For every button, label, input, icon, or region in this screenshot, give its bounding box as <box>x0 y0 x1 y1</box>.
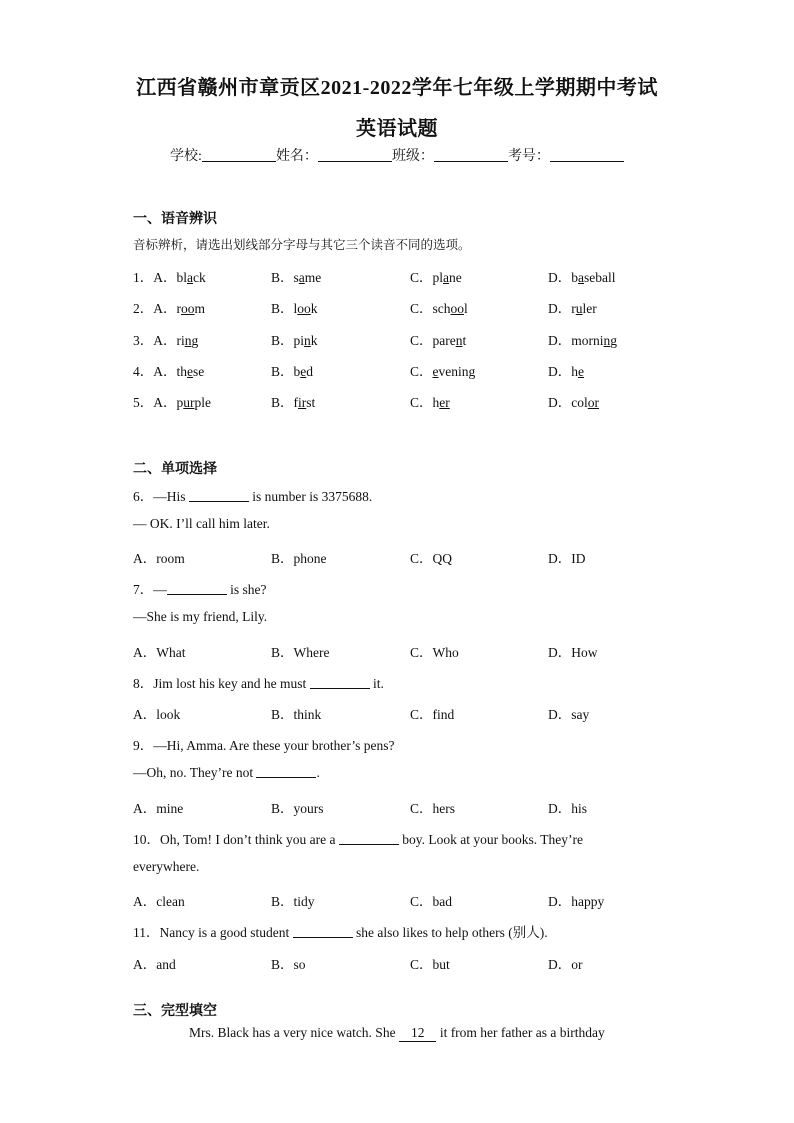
q9-option-d[interactable]: D．his <box>548 801 588 816</box>
q9-option-c[interactable]: C．hers <box>410 801 455 816</box>
phonetics-q2-option-c[interactable]: C．school <box>410 301 468 316</box>
q8-option-c[interactable]: C．find <box>410 707 455 722</box>
phonetics-q5-option-d[interactable]: D．color <box>548 395 599 410</box>
phonetics-q3-option-d[interactable]: D．morning <box>548 333 617 348</box>
q7-option-b[interactable]: B．Where <box>271 645 330 660</box>
q11-option-d[interactable]: D．or <box>548 957 583 972</box>
question-10-cont: everywhere. <box>133 859 200 874</box>
phonetics-q4-option-d[interactable]: D．he <box>548 364 584 379</box>
q6-option-b[interactable]: B．phone <box>271 551 327 566</box>
q8-option-a[interactable]: A．look <box>133 707 181 722</box>
section-3-title: 三、完型填空 <box>133 1003 217 1019</box>
phonetics-q1-option-b[interactable]: B．same <box>271 270 322 285</box>
class-blank <box>434 147 508 162</box>
section-1-title: 一、语音辨识 <box>133 211 217 227</box>
q7-option-c[interactable]: C．Who <box>410 645 459 660</box>
question-6-reply: — OK. I’ll call him later. <box>133 516 270 531</box>
phonetics-q4-option-b[interactable]: B．bed <box>271 364 314 379</box>
phonetics-q2-option-d[interactable]: D．ruler <box>548 301 597 316</box>
question-9: 9．—Hi, Amma. Are these your brother’s pens? <box>133 738 395 753</box>
number-label: 考号： <box>507 149 550 164</box>
phonetics-q5-option-b[interactable]: B．first <box>271 395 316 410</box>
class-label: 班级： <box>391 149 434 164</box>
q8-option-b[interactable]: B．think <box>271 707 322 722</box>
phonetics-q3-option-a[interactable]: 3．A．ring <box>133 333 199 348</box>
number-blank <box>550 147 624 162</box>
phonetics-q1-option-a[interactable]: 1．A．black <box>133 270 206 285</box>
phonetics-q2-option-a[interactable]: 2．A．room <box>133 301 206 316</box>
q8-option-d[interactable]: D．say <box>548 707 590 722</box>
question-9-reply: —Oh, no. They’re not . <box>133 765 320 780</box>
school-label: 学校: <box>170 149 202 164</box>
student-info-row <box>0 145 794 165</box>
question-10: 10．Oh, Tom! I don’t think you are a boy. Look at your books. They’re <box>133 832 583 847</box>
phonetics-q1-option-d[interactable]: D．baseball <box>548 270 616 285</box>
school-blank <box>202 147 276 162</box>
q11-option-b[interactable]: B．so <box>271 957 306 972</box>
exam-title-line1: 江西省赣州市章贡区2021-2022学年七年级上学期期中考试 <box>136 77 658 99</box>
q9-option-b[interactable]: B．yours <box>271 801 324 816</box>
q6-option-c[interactable]: C．QQ <box>410 551 453 566</box>
name-label: 姓名： <box>275 149 318 164</box>
question-6: 6．—His is number is 3375688. <box>133 489 373 504</box>
question-7-reply: —She is my friend, Lily. <box>133 609 268 624</box>
cloze-passage-line1: Mrs. Black has a very nice watch. She 12 it from her father as a birthday <box>189 1025 605 1040</box>
phonetics-q5-option-c[interactable]: C．her <box>410 395 450 410</box>
q11-option-c[interactable]: C．but <box>410 957 450 972</box>
question-7: 7．— is she? <box>133 582 267 597</box>
question-11: 11．Nancy is a good student she also likes to help others (别人). <box>133 925 548 940</box>
q9-option-a[interactable]: A．mine <box>133 801 184 816</box>
name-blank <box>318 147 392 162</box>
q7-option-d[interactable]: D．How <box>548 645 598 660</box>
phonetics-q4-option-a[interactable]: 4．A．these <box>133 364 205 379</box>
section-2-title: 二、单项选择 <box>133 461 217 477</box>
phonetics-q3-option-c[interactable]: C．parent <box>410 333 467 348</box>
q6-option-a[interactable]: A．room <box>133 551 185 566</box>
phonetics-q4-option-c[interactable]: C．evening <box>410 364 476 379</box>
exam-title-line2: 英语试题 <box>356 118 438 140</box>
phonetics-q1-option-c[interactable]: C．plane <box>410 270 462 285</box>
q10-option-b[interactable]: B．tidy <box>271 894 315 909</box>
cloze-blank-12: 12 <box>399 1025 437 1042</box>
q10-option-c[interactable]: C．bad <box>410 894 452 909</box>
phonetics-q2-option-b[interactable]: B．look <box>271 301 318 316</box>
q6-option-d[interactable]: D．ID <box>548 551 586 566</box>
phonetics-q5-option-a[interactable]: 5．A．purple <box>133 395 211 410</box>
question-8: 8．Jim lost his key and he must it. <box>133 676 384 691</box>
phonetics-q3-option-b[interactable]: B．pink <box>271 333 318 348</box>
q10-option-d[interactable]: D．happy <box>548 894 605 909</box>
q7-option-a[interactable]: A．What <box>133 645 186 660</box>
q11-option-a[interactable]: A．and <box>133 957 176 972</box>
section-1-instruction: 音标辨析，请选出划线部分字母与其它三个读音不同的选项。 <box>133 237 471 252</box>
q10-option-a[interactable]: A．clean <box>133 894 185 909</box>
